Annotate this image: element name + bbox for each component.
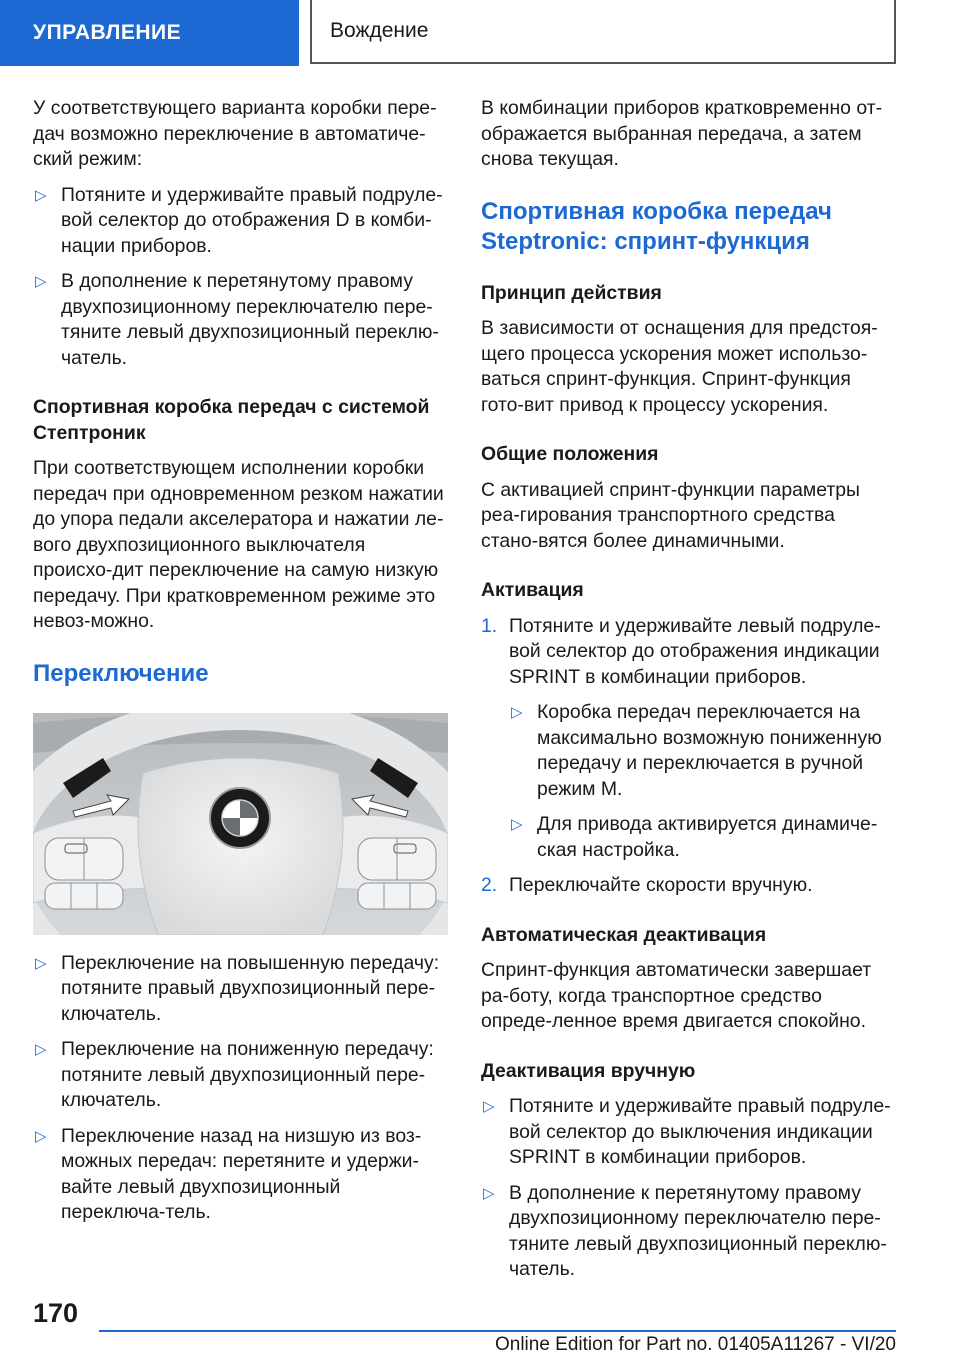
footer-divider [99,1330,896,1332]
list-item [33,183,448,260]
list-item-text: Потяните и удерживайте правый подруле-вой селектор до выключения индикации SPRINT в комбинации приборов. [509,1095,891,1168]
list-item [481,1094,896,1171]
step-number: 1. [481,614,498,637]
auto-deactivation-paragraph: Спринт-функция автоматически завершает ра-боту, когда транспортное средство опреде-ленное время двигается спокойно. [481,959,872,1032]
manual-deactivation-heading: Деактивация вручную [481,1059,696,1082]
triangle-bullet-icon: ▷ [511,816,523,833]
step-text: Переключайте скорости вручную. [509,874,813,896]
edition-link[interactable]: Online Edition for Part no. 01405A11267 - VI/20 [494,1334,896,1355]
list-item [481,1181,896,1283]
triangle-bullet-icon: ▷ [483,1184,495,1202]
list-item-text: В дополнение к перетянутому правому двухпозиционному переключателю пере-тяните левый двухпозиционный переклю-чатель. [61,270,439,369]
step-text: Потяните и удерживайте левый подруле-вой селектор до отображения индикации SPRINT в комбинации приборов. [509,614,881,688]
principle-paragraph: В зависимости от оснащения для предстоя-щего процесса ускорения может использо-ваться спринт-функция. Спринт-функция гото-вит привод к процессу ускорения. [481,317,878,416]
intro-paragraph: У соответствующего варианта коробки пере-дач возможно переключение в автоматиче-ский режим: [33,97,437,170]
triangle-bullet-icon: ▷ [483,1098,495,1115]
steptronic-heading: Спортивная коробка передач с системой Стептроник [33,396,430,444]
steering-wheel-illustration [33,713,448,935]
triangle-bullet-icon: ▷ [511,704,523,721]
list-item [481,700,896,802]
triangle-bullet-icon: ▷ [35,1127,47,1145]
page-number: 170 [33,1298,79,1328]
list-item-text: Переключение на повышенную передачу: потяните правый двухпозиционный пере-ключатель. [61,951,440,1025]
steering-wheel-image [33,713,448,935]
triangle-bullet-icon: ▷ [35,273,47,290]
step-number: 2. [481,874,498,896]
bmw-logo-icon [210,788,270,848]
list-item-text: Переключение назад на низшую из воз-можных передач: перетяните и удержи-вайте левый двухпозиционный переключа-тель. [61,1124,422,1223]
right-column [481,96,896,1283]
list-item [33,951,448,1028]
steptronic-paragraph: При соответствующем исполнении коробки передач при одновременном резком нажатии до упора педали акселератора и нажатии ле-вого двухпозиционного выключателя происхо-дит переключение на самую низкую передачу. При кратковременном режиме это невоз-можно. [33,457,444,632]
list-item-text: Коробка передач переключается на максимально возможную пониженную передачу и переключается в ручной режим M. [537,701,882,800]
step-item [481,614,896,691]
gear-display-paragraph: В комбинации приборов кратковременно от-ображается выбранная передача, а затем снова текущая. [481,97,883,170]
triangle-bullet-icon: ▷ [35,954,47,972]
sprint-heading: Спортивная коробка передач Steptronic: спринт-функция [481,197,832,255]
list-item [33,1037,448,1114]
page-header [0,0,960,66]
activation-heading: Активация [481,579,584,601]
list-item [33,1124,448,1226]
triangle-bullet-icon: ▷ [35,1041,47,1058]
list-item [33,269,448,371]
list-item [481,812,896,863]
section-tab: УПРАВЛЕНИЕ [0,0,299,66]
list-item-text: Для привода активируется динамиче-ская настройка. [537,813,878,861]
chapter-title: Вождение [310,0,896,64]
list-item-text: В дополнение к перетянутому правому двухпозиционному переключателю пере-тяните левый двухпозиционный переклю-чатель. [509,1181,887,1280]
triangle-bullet-icon: ▷ [35,186,47,204]
general-heading: Общие положения [481,443,659,465]
auto-deactivation-heading: Автоматическая деактивация [481,923,767,946]
list-item-text: Переключение на пониженную передачу: потяните левый двухпозиционный пере-ключатель. [61,1038,434,1111]
list-item-text: Потяните и удерживайте правый подруле-вой селектор до отображения D в комби-нации приборов. [61,183,443,257]
step-item [481,873,896,899]
left-column [33,96,448,1226]
switching-heading: Переключение [33,659,209,687]
general-paragraph: С активацией спринт-функции параметры реа-гирования транспортного средства стано-вятся более динамичными. [481,478,860,552]
principle-heading: Принцип действия [481,281,662,304]
